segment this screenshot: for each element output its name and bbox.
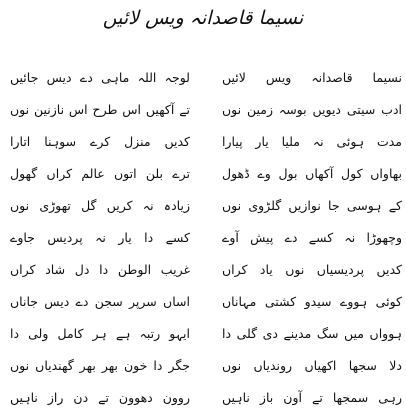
verse-line: ایہو رتبہ ہے ہر کامل ولی دا xyxy=(10,326,190,341)
verse-line: کدیں منزل کرے سوہنا اتارا xyxy=(10,134,190,149)
verse-line: کوئی ہووے سیدو کشتی مہاناں xyxy=(222,294,402,309)
verse-line: تے آکھیں اس طرح اس نازنین نوں xyxy=(10,102,190,117)
verse-line: نسیما قاصدانہ ویس لائیں xyxy=(222,70,402,85)
verse-line: زیادہ نہ کریں گل تھوڑی نوں xyxy=(10,198,190,213)
poem-left-column xyxy=(10,62,190,414)
verse-line: دلا سجھا اکھیاں روندیاں نوں xyxy=(222,358,402,373)
verse-line: رہی سمجھا تے آون باز ناہیں xyxy=(222,390,402,405)
verse-line: مدت ہوئی نہ ملیا یار پیارا xyxy=(222,134,402,149)
poem-right-column xyxy=(222,62,402,414)
verse-line: ترے بلن اتوں عالم کراں گھول xyxy=(10,166,190,181)
verse-line: کسے دا یار نہ پردیس جاوے xyxy=(10,230,190,245)
verse-line: ادب سیتی دیویں بوسہ زمین نوں xyxy=(222,102,402,117)
verse-line: ہوواں میں سگ مدینے دی گلی دا xyxy=(222,326,402,341)
poem-title: نسیما قاصدانہ ویس لائیں xyxy=(102,7,304,29)
verse-line: روون دھوون تے دن راز ناہیں xyxy=(10,390,190,405)
verse-line: کدیں پردیسیاں نوں یاد کراں xyxy=(222,262,402,277)
verse-line: کے ہوسی جا نوازیں گلڑوی نوں xyxy=(222,198,402,213)
verse-line: اساں سرپر سجن دے دیس جاناں xyxy=(10,294,190,309)
verse-line: بھاواں کول آکھاں بول وے ڈھول xyxy=(222,166,402,181)
verse-line: غریب الوطن دا دل شاد کراں xyxy=(10,262,190,277)
verse-line: لوجہ اللہ ماہی دے دیس جائیں xyxy=(10,70,190,85)
verse-line: جگر دا خون بھر بھر گھندیاں نوں xyxy=(10,358,190,373)
verse-line: وچھوڑا نہ کسے دے پیش آوے xyxy=(222,230,402,245)
